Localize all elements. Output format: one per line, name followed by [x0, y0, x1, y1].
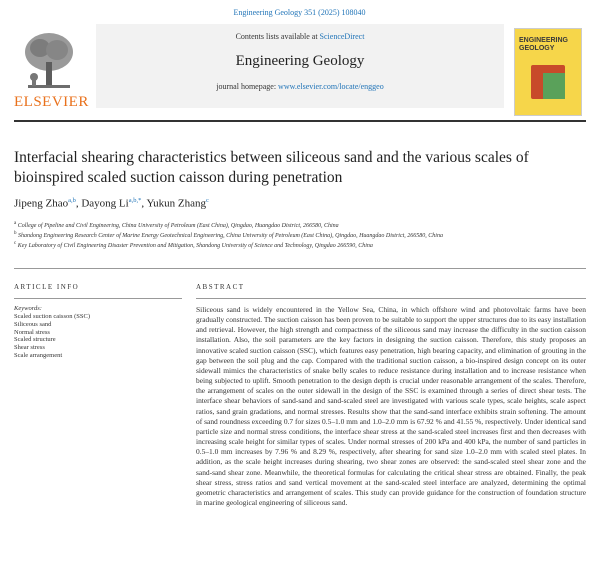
affiliation-text: Shandong Engineering Research Center of Marine Energy Geotechnical Engineering, China University of Petroleum (East China), Qingdao, Huangdao District, 266580, China	[18, 233, 443, 240]
journal-title[interactable]: Engineering Geology	[235, 53, 365, 69]
keyword-item: Scaled structure	[14, 336, 56, 344]
journal-reference[interactable]: Engineering Geology 351 (2025) 108040	[233, 8, 366, 17]
keyword-item: Scale arrangement	[14, 351, 63, 359]
publisher-name: ELSEVIER	[14, 94, 89, 110]
author-affiliation-mark[interactable]: a,b,*	[128, 197, 142, 204]
keyword-item: Siliceous sand	[14, 320, 52, 328]
homepage-line	[96, 82, 504, 91]
keyword-list	[14, 313, 90, 360]
abstract-text: Siliceous sand is widely encountered in the Yellow Sea, China, in which offshore wind and photovoltaic farms have been gradually constructed. The suction caisson has been proven to be suitable to support the upper structures due to its easy installation and retrieval. However, the high strength and compactness of the siliceous sand may increase the difficulty in the suction caisson installation. Also, the soil parameters are the key factors in designing the suction caisson. Therefore, this study proposes an innovative scaled suction caisson (SSC), which features easy penetration, high bearing capacity, and elimination of grouting in the gap between the soil plug and the cap. Compared with the traditional suction caisson, a bio-inspired design concept on its outer sidewall mimics the characteristics of snake belly scales to reduce resistance during installation and to increase resistance when being subjected to uplift. Smooth penetration to the design depth is crucial under reasonable arrangement of the scales. Therefore, the arrangement of scales on the outer sidewall in the design of the SSC is examined through a series of direct shear tests. The interface shear behaviors of sand-sand and sand-scaled steel are investigated with various scale types, scale heights, scale aspect ratios, sand grain gradations, and normal stresses. Results show that the sand-sand interface exhibits strain softening. The amount of sand roundness exceeding 0.7 for sizes 0.5–1.0 mm and 1.0–2.0 mm is 67.92 % and 41.55 %, respectively. Under identical sand particle size and normal stress conditions, the interface shear stress at the sand-scaled steel increases first and then decreases with increasing scale height for similar types of scales. Under normal stresses of 200 kPa and 400 kPa, the number of sand particles in 0.5–1.0 mm increases by 7.96 % and 8.29 %, respectively, after shearing for sand size 1.0–2.0 mm with scaled steel plates. In addition, as the scale height increases during shearing, two shear zones are observed: the sand-scaled steel shear zone and the sand-sand shear zone. Meanwhile, the theoretical formulas for calculating the critical shear stress are obtained. Finally, the peak shear stress, stress ratios and sand vertical movement at the sand-scaled steel interface are analyzed, determining the optimal geometric characteristics and arrangement of scales. This study can provide guidance for the construction of foundation structure in marine geological engineering of siliceous sand.	[196, 305, 586, 507]
keyword-item: Scaled suction caisson (SSC)	[14, 313, 91, 320]
article-info-divider	[14, 298, 182, 299]
affiliations	[14, 220, 586, 251]
header-divider	[14, 120, 586, 122]
affiliation-item	[14, 240, 586, 250]
journal-banner	[96, 24, 504, 108]
author-separator: ,	[75, 197, 82, 210]
author-link[interactable]: Yukun Zhang	[146, 197, 207, 210]
article-title: Interfacial shearing characteristics between siliceous sand and the various scales of bioinspired scaled suction caisson during penetration	[14, 149, 529, 186]
contents-line	[96, 32, 504, 41]
abstract-heading: ABSTRACT	[196, 283, 245, 291]
cover-illustration-detail	[543, 73, 565, 99]
homepage-prefix: journal homepage:	[216, 82, 279, 91]
author-affiliation-mark[interactable]: c	[206, 197, 209, 204]
author-list	[14, 197, 209, 210]
contents-prefix: Contents lists available at	[235, 32, 320, 41]
section-divider	[14, 268, 586, 269]
author-link[interactable]: Dayong Li	[81, 197, 129, 210]
keywords-label: Keywords:	[14, 305, 42, 312]
author-link[interactable]: Jipeng Zhao	[14, 197, 69, 210]
article-info-heading: ARTICLE INFO	[14, 283, 80, 291]
cover-title: ENGINEERING GEOLOGY	[519, 37, 569, 52]
publisher-logo[interactable]	[14, 30, 89, 116]
sciencedirect-link[interactable]: ScienceDirect	[319, 32, 365, 41]
author-affiliation-mark[interactable]: a,b	[68, 197, 76, 204]
author-separator: ,	[141, 197, 147, 210]
keyword-item: Normal stress	[14, 328, 50, 336]
affiliation-item	[14, 220, 586, 230]
masthead	[14, 24, 584, 120]
affiliation-mark: b	[14, 231, 17, 237]
keyword-item: Shear stress	[14, 344, 45, 352]
affiliation-mark: c	[14, 241, 17, 247]
affiliation-item	[14, 230, 586, 240]
affiliation-text: College of Pipeline and Civil Engineering, China University of Petroleum (East China), Qingdao, Huangdao District, 266580, China	[17, 223, 339, 229]
elsevier-tree-icon	[22, 30, 76, 90]
abstract-divider	[196, 298, 586, 299]
journal-cover-thumbnail[interactable]	[514, 28, 582, 116]
journal-homepage-link[interactable]: www.elsevier.com/locate/enggeo	[278, 82, 384, 91]
affiliation-mark: a	[14, 221, 17, 226]
affiliation-text: Key Laboratory of Civil Engineering Disaster Prevention and Mitigation, Shandong University of Science and Technology, Qingdao 266590, China	[17, 243, 373, 250]
